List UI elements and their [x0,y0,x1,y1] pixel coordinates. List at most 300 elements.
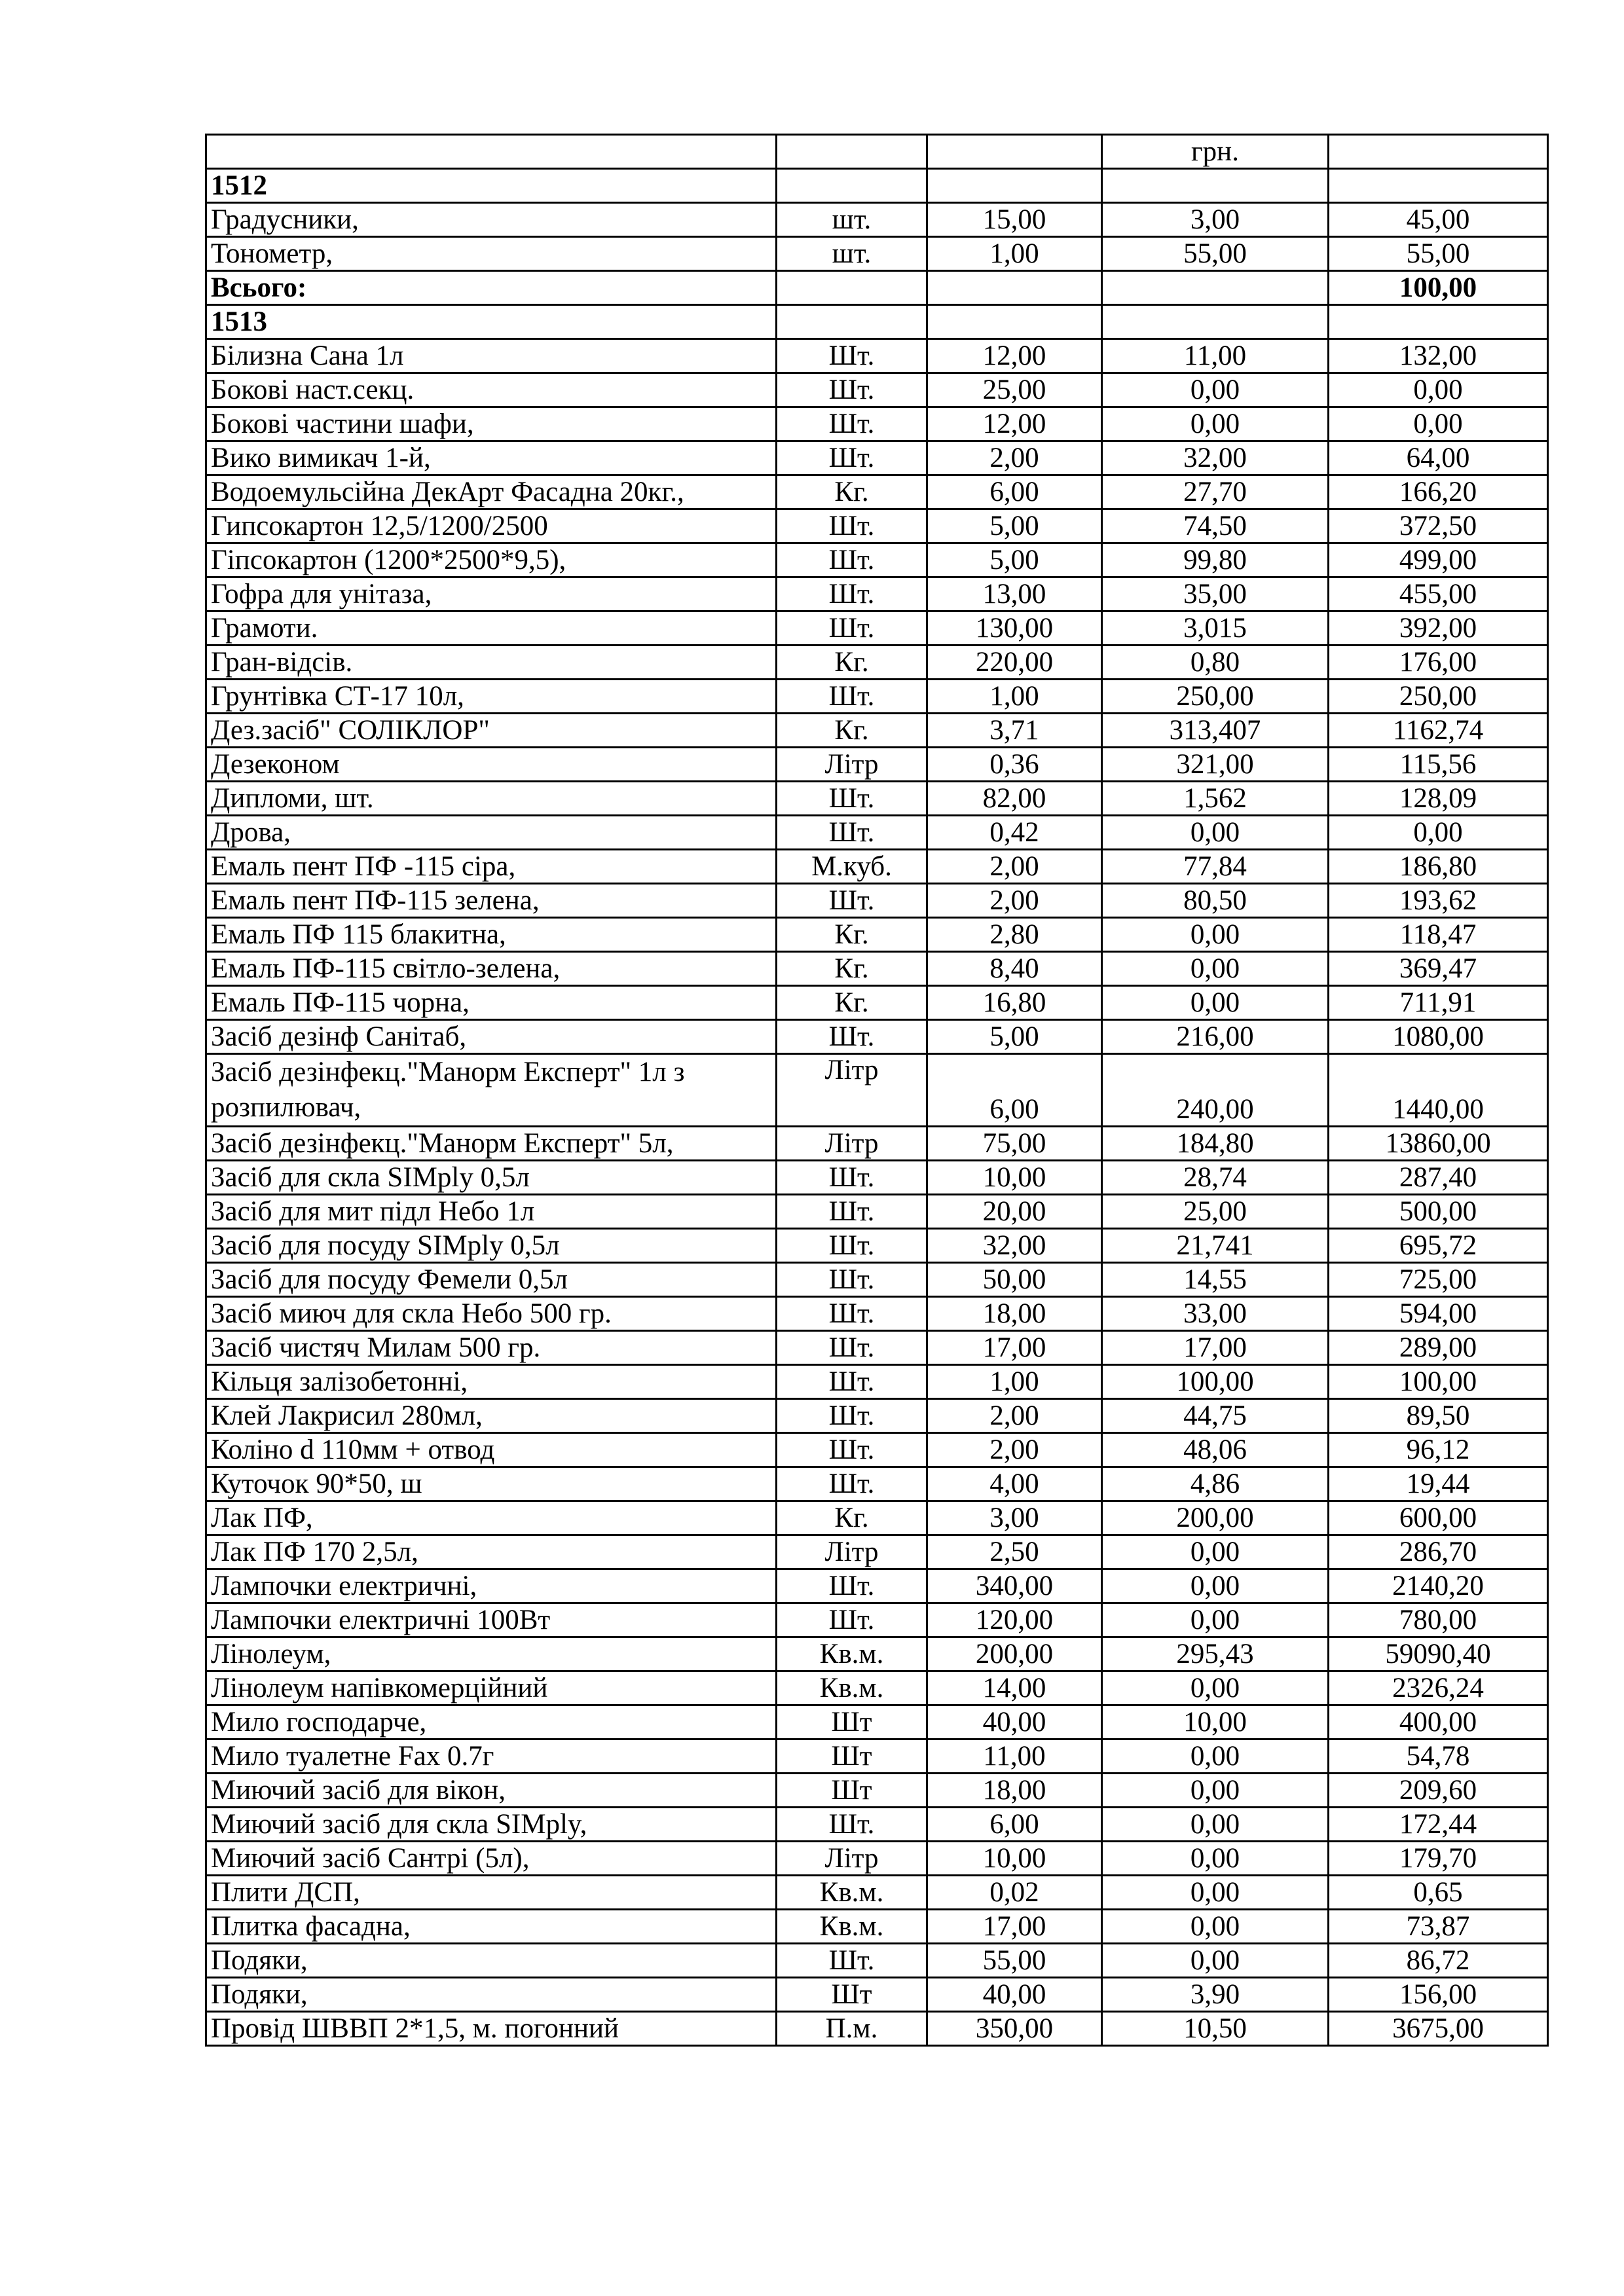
item-name: Тонометр, [206,237,777,271]
item-price: 3,00 [1102,203,1329,237]
table-row [206,952,1548,986]
item-sum: 392,00 [1329,611,1548,646]
item-sum: 455,00 [1329,577,1548,611]
item-name: Гіпсокартон (1200*2500*9,5), [206,543,777,577]
item-price: 0,00 [1102,1944,1329,1978]
item-sum: 0,65 [1329,1876,1548,1910]
item-sum: 118,47 [1329,918,1548,952]
item-quantity: 6,00 [927,1054,1102,1127]
empty-cell [1102,305,1329,339]
item-sum: 1080,00 [1329,1020,1548,1054]
item-quantity: 32,00 [927,1229,1102,1263]
item-unit: Шт. [777,611,927,646]
table-row [206,1842,1548,1876]
item-unit: Шт. [777,1161,927,1195]
item-sum: 89,50 [1329,1399,1548,1433]
item-name: Плитка фасадна, [206,1910,777,1944]
item-name: Засіб для посуду Фемели 0,5л [206,1263,777,1297]
item-quantity: 5,00 [927,1020,1102,1054]
table-row [206,748,1548,782]
item-unit: Шт. [777,1569,927,1603]
item-price: 313,407 [1102,714,1329,748]
item-name: Мило туалетне Fax 0.7г [206,1740,777,1774]
item-price: 0,00 [1102,1910,1329,1944]
item-price: 4,86 [1102,1467,1329,1501]
item-quantity: 130,00 [927,611,1102,646]
item-name: Грунтівка СТ-17 10л, [206,680,777,714]
item-quantity: 20,00 [927,1195,1102,1229]
item-sum: 1162,74 [1329,714,1548,748]
header-qty-cell [927,135,1102,169]
table-row [206,1876,1548,1910]
item-unit: Шт. [777,373,927,407]
item-price: 32,00 [1102,441,1329,475]
item-price: 0,00 [1102,1535,1329,1569]
table-row [206,543,1548,577]
item-price: 35,00 [1102,577,1329,611]
item-quantity: 13,00 [927,577,1102,611]
item-unit: Шт. [777,407,927,441]
table-row [206,1569,1548,1603]
item-sum: 0,00 [1329,407,1548,441]
item-quantity: 25,00 [927,373,1102,407]
table-row [206,782,1548,816]
item-quantity: 2,00 [927,441,1102,475]
item-sum: 73,87 [1329,1910,1548,1944]
item-price: 44,75 [1102,1399,1329,1433]
item-unit: Кг. [777,1501,927,1535]
item-name: Бокові частини шафи, [206,407,777,441]
item-quantity: 2,00 [927,1399,1102,1433]
item-unit: Шт. [777,816,927,850]
item-price: 295,43 [1102,1637,1329,1671]
item-unit: Кг. [777,952,927,986]
item-price: 80,50 [1102,884,1329,918]
item-unit: Шт. [777,1603,927,1637]
item-quantity: 50,00 [927,1263,1102,1297]
empty-cell [1329,305,1548,339]
item-name: Лампочки електричні 100Вт [206,1603,777,1637]
item-name: Емаль ПФ-115 світло-зелена, [206,952,777,986]
table-row [206,1978,1548,2012]
item-name: Мило господарче, [206,1705,777,1740]
table-row [206,1603,1548,1637]
item-sum: 1440,00 [1329,1054,1548,1127]
item-quantity: 17,00 [927,1910,1102,1944]
item-unit: Кг. [777,475,927,509]
item-price: 0,00 [1102,1842,1329,1876]
inventory-table-body [206,135,1548,2046]
item-quantity: 1,00 [927,680,1102,714]
item-name: Бокові наст.секц. [206,373,777,407]
item-unit: Кв.м. [777,1910,927,1944]
item-quantity: 350,00 [927,2012,1102,2046]
item-unit: Шт. [777,1944,927,1978]
item-unit: Шт. [777,1020,927,1054]
table-row [206,1671,1548,1705]
item-sum: 64,00 [1329,441,1548,475]
empty-cell [1102,169,1329,203]
item-quantity: 10,00 [927,1842,1102,1876]
empty-cell [1102,271,1329,305]
item-sum: 369,47 [1329,952,1548,986]
item-quantity: 6,00 [927,1808,1102,1842]
section-code-row [206,169,1548,203]
item-name: Дипломи, шт. [206,782,777,816]
item-name: Гипсокартон 12,5/1200/2500 [206,509,777,543]
item-name: Дез.засіб" СОЛІКЛОР" [206,714,777,748]
item-price: 55,00 [1102,237,1329,271]
item-price: 216,00 [1102,1020,1329,1054]
section-code: 1513 [206,305,777,339]
item-unit: Шт. [777,1365,927,1399]
item-name: Водоемульсійна ДекАрт Фасадна 20кг., [206,475,777,509]
table-row [206,884,1548,918]
item-name: Емаль ПФ 115 блакитна, [206,918,777,952]
item-quantity: 16,80 [927,986,1102,1020]
item-sum: 0,00 [1329,816,1548,850]
item-unit: Шт. [777,577,927,611]
item-sum: 695,72 [1329,1229,1548,1263]
table-row [206,850,1548,884]
table-row [206,986,1548,1020]
item-unit: Шт. [777,1263,927,1297]
item-price: 11,00 [1102,339,1329,373]
empty-cell [1329,169,1548,203]
item-unit: Кг. [777,986,927,1020]
item-unit: М.куб. [777,850,927,884]
item-name: Білизна Сана 1л [206,339,777,373]
table-row [206,1365,1548,1399]
item-unit: Шт. [777,1433,927,1467]
item-quantity: 6,00 [927,475,1102,509]
item-name: Лампочки електричні, [206,1569,777,1603]
empty-cell [927,169,1102,203]
item-price: 77,84 [1102,850,1329,884]
item-sum: 86,72 [1329,1944,1548,1978]
table-row [206,714,1548,748]
item-quantity: 11,00 [927,1740,1102,1774]
item-quantity: 17,00 [927,1331,1102,1365]
item-sum: 250,00 [1329,680,1548,714]
item-price: 0,00 [1102,1808,1329,1842]
item-price: 0,00 [1102,1603,1329,1637]
item-unit: Шт. [777,441,927,475]
item-price: 0,00 [1102,918,1329,952]
item-sum: 19,44 [1329,1467,1548,1501]
item-name: Засіб миюч для скла Небо 500 гр. [206,1297,777,1331]
item-unit: Шт. [777,884,927,918]
item-name: Кільця залізобетонні, [206,1365,777,1399]
table-row [206,646,1548,680]
item-price: 0,00 [1102,816,1329,850]
item-sum: 286,70 [1329,1535,1548,1569]
item-price: 21,741 [1102,1229,1329,1263]
item-name: Емаль пент ПФ -115 сіра, [206,850,777,884]
item-quantity: 120,00 [927,1603,1102,1637]
table-row [206,1740,1548,1774]
item-name: Провід ШВВП 2*1,5, м. погонний [206,2012,777,2046]
table-row [206,1808,1548,1842]
item-unit: Літр [777,1127,927,1161]
item-unit: Шт [777,1978,927,2012]
item-sum: 400,00 [1329,1705,1548,1740]
item-quantity: 14,00 [927,1671,1102,1705]
item-unit: Шт. [777,543,927,577]
item-name: Миючий засіб Сантрі (5л), [206,1842,777,1876]
item-sum: 115,56 [1329,748,1548,782]
item-name: Засіб дезінфекц."Манорм Експерт" 5л, [206,1127,777,1161]
item-name: Подяки, [206,1978,777,2012]
item-unit: Шт. [777,1331,927,1365]
total-label: Всього: [206,271,777,305]
item-sum: 132,00 [1329,339,1548,373]
table-row [206,1637,1548,1671]
item-sum: 176,00 [1329,646,1548,680]
item-quantity: 2,00 [927,850,1102,884]
item-quantity: 2,00 [927,884,1102,918]
item-sum: 780,00 [1329,1603,1548,1637]
item-quantity: 5,00 [927,543,1102,577]
item-quantity: 3,00 [927,1501,1102,1535]
header-row [206,135,1548,169]
item-unit: Шт. [777,339,927,373]
item-quantity: 12,00 [927,339,1102,373]
table-row [206,1535,1548,1569]
item-name: Засіб дезінф Санітаб, [206,1020,777,1054]
table-row [206,1944,1548,1978]
item-name: Миючий засіб для скла SIMply, [206,1808,777,1842]
table-row [206,407,1548,441]
item-sum: 2140,20 [1329,1569,1548,1603]
item-name: Подяки, [206,1944,777,1978]
item-price: 100,00 [1102,1365,1329,1399]
table-row [206,1774,1548,1808]
item-unit: Літр [777,748,927,782]
item-price: 14,55 [1102,1263,1329,1297]
table-row [206,441,1548,475]
item-price: 0,00 [1102,1671,1329,1705]
item-sum: 600,00 [1329,1501,1548,1535]
table-row [206,1161,1548,1195]
item-quantity: 82,00 [927,782,1102,816]
item-name: Коліно d 110мм + отвод [206,1433,777,1467]
item-sum: 193,62 [1329,884,1548,918]
table-row [206,1127,1548,1161]
item-name: Гран-відсів. [206,646,777,680]
empty-cell [777,169,927,203]
item-price: 74,50 [1102,509,1329,543]
item-sum: 2326,24 [1329,1671,1548,1705]
item-sum: 725,00 [1329,1263,1548,1297]
table-row [206,2012,1548,2046]
item-price: 48,06 [1102,1433,1329,1467]
item-sum: 59090,40 [1329,1637,1548,1671]
item-name: Дрова, [206,816,777,850]
item-name: Лінолеум напівкомерційний [206,1671,777,1705]
item-unit: Кв.м. [777,1671,927,1705]
item-quantity: 18,00 [927,1297,1102,1331]
item-quantity: 40,00 [927,1978,1102,2012]
item-sum: 156,00 [1329,1978,1548,2012]
item-unit: Шт. [777,1399,927,1433]
table-row [206,1020,1548,1054]
item-price: 0,00 [1102,986,1329,1020]
item-name: Засіб для мит підл Небо 1л [206,1195,777,1229]
table-row [206,1705,1548,1740]
item-price: 3,015 [1102,611,1329,646]
table-row [206,509,1548,543]
item-sum: 96,12 [1329,1433,1548,1467]
section-total-row [206,271,1548,305]
item-unit: Кг. [777,714,927,748]
item-unit: Літр [777,1054,927,1127]
item-name: Засіб для посуду SIMply 0,5л [206,1229,777,1263]
total-sum: 100,00 [1329,271,1548,305]
item-quantity: 12,00 [927,407,1102,441]
item-sum: 179,70 [1329,1842,1548,1876]
item-price: 0,00 [1102,407,1329,441]
item-price: 0,00 [1102,1876,1329,1910]
item-quantity: 4,00 [927,1467,1102,1501]
item-sum: 54,78 [1329,1740,1548,1774]
item-name: Гофра для унітаза, [206,577,777,611]
item-sum: 0,00 [1329,373,1548,407]
item-price: 99,80 [1102,543,1329,577]
item-quantity: 220,00 [927,646,1102,680]
item-price: 33,00 [1102,1297,1329,1331]
item-price: 0,00 [1102,1740,1329,1774]
item-unit: Кг. [777,918,927,952]
table-row [206,1331,1548,1365]
table-row [206,1054,1548,1127]
item-name: Клей Лакрисил 280мл, [206,1399,777,1433]
item-quantity: 18,00 [927,1774,1102,1808]
item-name: Дезеконом [206,748,777,782]
inventory-table [205,134,1549,2047]
item-unit: Літр [777,1535,927,1569]
empty-cell [777,305,927,339]
item-price: 184,80 [1102,1127,1329,1161]
item-unit: Шт [777,1740,927,1774]
item-quantity: 200,00 [927,1637,1102,1671]
item-sum: 711,91 [1329,986,1548,1020]
item-sum: 186,80 [1329,850,1548,884]
table-row [206,1297,1548,1331]
item-unit: шт. [777,203,927,237]
item-quantity: 1,00 [927,1365,1102,1399]
empty-cell [927,271,1102,305]
item-price: 17,00 [1102,1331,1329,1365]
item-unit: Кг. [777,646,927,680]
item-sum: 55,00 [1329,237,1548,271]
item-price: 10,00 [1102,1705,1329,1740]
item-unit: Шт. [777,680,927,714]
header-sum-cell [1329,135,1548,169]
item-quantity: 8,40 [927,952,1102,986]
table-row [206,373,1548,407]
table-row [206,1229,1548,1263]
item-price: 0,80 [1102,646,1329,680]
item-unit: Шт. [777,1808,927,1842]
item-sum: 289,00 [1329,1331,1548,1365]
item-sum: 100,00 [1329,1365,1548,1399]
empty-cell [777,271,927,305]
empty-cell [927,305,1102,339]
item-sum: 499,00 [1329,543,1548,577]
item-quantity: 15,00 [927,203,1102,237]
item-sum: 172,44 [1329,1808,1548,1842]
table-row [206,680,1548,714]
item-name: Градусники, [206,203,777,237]
item-name: Миючий засіб для вікон, [206,1774,777,1808]
item-price: 321,00 [1102,748,1329,782]
item-quantity: 55,00 [927,1944,1102,1978]
table-row [206,577,1548,611]
item-quantity: 75,00 [927,1127,1102,1161]
table-row [206,475,1548,509]
item-unit: Кв.м. [777,1876,927,1910]
table-row [206,816,1548,850]
item-name: Емаль ПФ-115 чорна, [206,986,777,1020]
item-unit: Шт. [777,1297,927,1331]
item-unit: Шт [777,1774,927,1808]
item-unit: Шт. [777,1195,927,1229]
item-unit: Шт. [777,1229,927,1263]
item-name: Засіб дезінфекц."Манорм Експерт" 1л з розпилювач, [206,1054,777,1127]
table-row [206,1910,1548,1944]
item-price: 0,00 [1102,952,1329,986]
item-sum: 500,00 [1329,1195,1548,1229]
item-quantity: 1,00 [927,237,1102,271]
item-quantity: 0,42 [927,816,1102,850]
table-row [206,237,1548,271]
header-price-cell: грн. [1102,135,1329,169]
item-sum: 3675,00 [1329,2012,1548,2046]
item-unit: Кв.м. [777,1637,927,1671]
item-unit: Шт. [777,782,927,816]
item-name: Засіб для скла SIMply 0,5л [206,1161,777,1195]
item-name: Засіб чистяч Милам 500 гр. [206,1331,777,1365]
item-quantity: 10,00 [927,1161,1102,1195]
item-quantity: 5,00 [927,509,1102,543]
table-row [206,1195,1548,1229]
item-name: Лінолеум, [206,1637,777,1671]
item-price: 250,00 [1102,680,1329,714]
item-quantity: 2,50 [927,1535,1102,1569]
item-quantity: 3,71 [927,714,1102,748]
header-unit-cell [777,135,927,169]
item-quantity: 0,36 [927,748,1102,782]
item-name: Куточок 90*50, ш [206,1467,777,1501]
item-quantity: 2,00 [927,1433,1102,1467]
item-quantity: 40,00 [927,1705,1102,1740]
item-name: Лак ПФ 170 2,5л, [206,1535,777,1569]
item-unit: Шт [777,1705,927,1740]
item-price: 0,00 [1102,1569,1329,1603]
item-unit: Шт. [777,1467,927,1501]
item-quantity: 340,00 [927,1569,1102,1603]
item-price: 3,90 [1102,1978,1329,2012]
item-name: Грамоти. [206,611,777,646]
table-row [206,1501,1548,1535]
item-quantity: 2,80 [927,918,1102,952]
item-sum: 594,00 [1329,1297,1548,1331]
item-name: Лак ПФ, [206,1501,777,1535]
item-name: Емаль пент ПФ-115 зелена, [206,884,777,918]
table-row [206,611,1548,646]
section-code: 1512 [206,169,777,203]
